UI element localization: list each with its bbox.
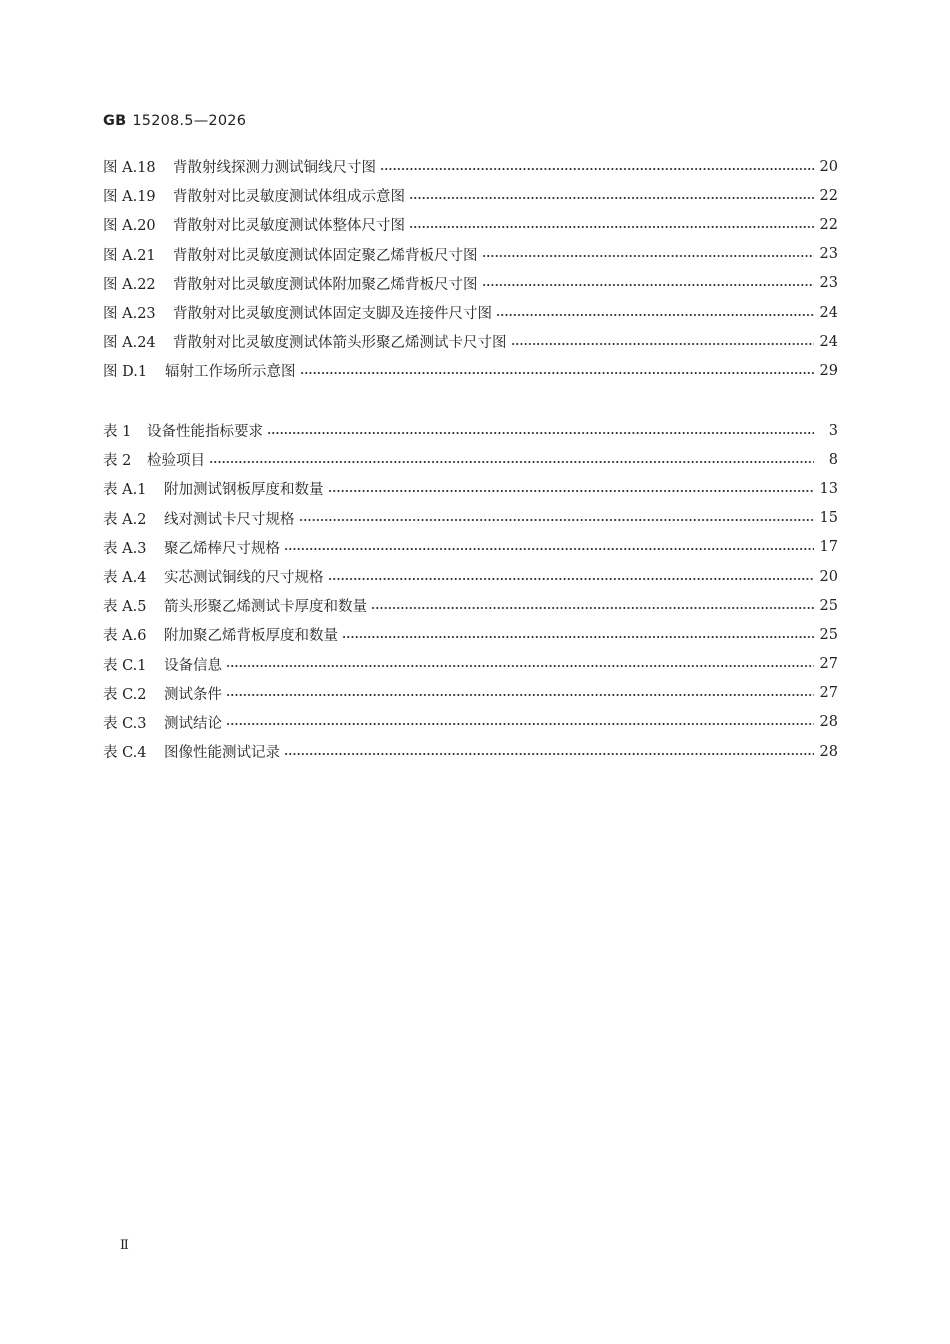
toc-leader-dots <box>209 460 814 464</box>
figure-toc-entry[interactable] <box>103 327 838 356</box>
toc-entry-page: 27 <box>819 685 838 702</box>
toc-entry-title: 测试结论 <box>164 715 222 732</box>
toc-entry-number: 图 A.22 <box>103 276 156 293</box>
toc-entry-page: 3 <box>828 422 838 439</box>
toc-entry-page: 20 <box>819 568 838 585</box>
toc-leader-dots <box>496 313 814 317</box>
figure-toc-entry[interactable] <box>103 210 838 239</box>
toc-entry-title: 附加测试钢板厚度和数量 <box>164 482 324 499</box>
toc-leader-dots <box>226 693 814 697</box>
toc-entry-number: 图 A.23 <box>103 306 156 323</box>
toc-entry-title: 背散射对比灵敏度测试体固定聚乙烯背板尺寸图 <box>173 247 478 264</box>
toc-entry-page: 20 <box>819 158 838 175</box>
toc-entry-title: 线对测试卡尺寸规格 <box>164 511 295 528</box>
toc-leader-dots <box>299 518 814 522</box>
toc-leader-dots <box>409 225 814 229</box>
toc-leader-dots <box>226 722 814 726</box>
toc-entry-title: 实芯测试铜线的尺寸规格 <box>164 570 324 587</box>
toc-entry-page: 23 <box>819 246 838 263</box>
toc-leader-dots <box>371 606 814 610</box>
toc-leader-dots <box>328 577 814 581</box>
toc-entry-title: 背散射对比灵敏度测试体组成示意图 <box>173 189 405 206</box>
figure-toc-entry[interactable] <box>103 269 838 298</box>
toc-entry-number: 表 A.2 <box>103 511 147 528</box>
toc-entry-title: 附加聚乙烯背板厚度和数量 <box>164 628 338 645</box>
table-toc-entry[interactable] <box>103 445 838 474</box>
standard-prefix: GB <box>103 113 127 129</box>
toc-entry-title: 辐射工作场所示意图 <box>165 364 296 381</box>
figure-toc-entry[interactable] <box>103 356 838 385</box>
toc-leader-dots <box>226 664 814 668</box>
toc-leader-dots <box>342 635 814 639</box>
toc-entry-page: 13 <box>819 480 838 497</box>
table-toc-entry[interactable] <box>103 650 838 679</box>
toc-entry-title: 测试条件 <box>164 686 222 703</box>
toc-leader-dots <box>284 547 814 551</box>
toc-entry-page: 28 <box>819 714 838 731</box>
toc-entry-number: 图 A.20 <box>103 218 156 235</box>
toc-entry-title: 聚乙烯棒尺寸规格 <box>164 540 280 557</box>
document-header <box>103 113 246 129</box>
table-toc-entry[interactable] <box>103 533 838 562</box>
toc-entry-number: 表 A.4 <box>103 570 147 587</box>
toc-entry-number: 图 A.24 <box>103 335 156 352</box>
toc-entry-page: 29 <box>819 362 838 379</box>
toc-entry-page: 24 <box>819 333 838 350</box>
table-toc-entry[interactable] <box>103 591 838 620</box>
toc-entry-number: 图 A.19 <box>103 189 156 206</box>
toc-entry-title: 背散射对比灵敏度测试体箭头形聚乙烯测试卡尺寸图 <box>173 335 507 352</box>
toc-leader-dots <box>482 283 814 287</box>
toc-entry-page: 22 <box>819 187 838 204</box>
toc-entry-number: 表 A.1 <box>103 482 147 499</box>
figure-toc-entry[interactable] <box>103 298 838 327</box>
table-toc-entry[interactable] <box>103 562 838 591</box>
table-toc-entry[interactable] <box>103 620 838 649</box>
figure-toc-entry[interactable] <box>103 181 838 210</box>
toc-entry-number: 图 A.21 <box>103 247 156 264</box>
toc-entry-page: 27 <box>819 656 838 673</box>
toc-leader-dots <box>328 489 814 493</box>
toc-entry-number: 表 C.2 <box>103 686 147 703</box>
toc-entry-page: 24 <box>819 304 838 321</box>
toc-leader-dots <box>409 196 814 200</box>
toc-entry-number: 表 2 <box>103 453 132 470</box>
toc-entry-page: 8 <box>828 451 838 468</box>
toc-leader-dots <box>300 371 814 375</box>
table-toc-entry[interactable] <box>103 504 838 533</box>
toc-entry-page: 25 <box>819 626 838 643</box>
figure-toc-entry[interactable] <box>103 152 838 181</box>
toc-leader-dots <box>284 752 814 756</box>
toc-leader-dots <box>511 342 814 346</box>
toc-entry-number: 表 1 <box>103 424 132 441</box>
toc-entry-page: 22 <box>819 216 838 233</box>
toc-leader-dots <box>267 431 814 435</box>
toc-entry-title: 设备信息 <box>164 657 222 674</box>
toc-leader-dots <box>482 254 814 258</box>
table-toc-entry[interactable] <box>103 679 838 708</box>
toc-entry-title: 箭头形聚乙烯测试卡厚度和数量 <box>164 599 367 616</box>
tables-toc <box>103 416 838 766</box>
toc-entry-page: 25 <box>819 597 838 614</box>
toc-entry-page: 23 <box>819 275 838 292</box>
figure-toc-entry[interactable] <box>103 240 838 269</box>
toc-entry-number: 表 C.4 <box>103 745 147 762</box>
page-number: Ⅱ <box>120 1238 129 1253</box>
toc-entry-number: 图 A.18 <box>103 160 156 177</box>
toc-entry-page: 17 <box>819 539 838 556</box>
toc-entry-title: 检验项目 <box>147 453 205 470</box>
toc-entry-page: 28 <box>819 743 838 760</box>
toc-entry-title: 设备性能指标要求 <box>147 424 263 441</box>
toc-entry-title: 背散射对比灵敏度测试体固定支脚及连接件尺寸图 <box>173 306 492 323</box>
table-toc-entry[interactable] <box>103 474 838 503</box>
figures-toc <box>103 152 838 386</box>
toc-entry-title: 背散射线探测力测试铜线尺寸图 <box>173 160 376 177</box>
toc-entry-number: 表 A.5 <box>103 599 147 616</box>
table-toc-entry[interactable] <box>103 708 838 737</box>
toc-entry-number: 表 C.3 <box>103 715 147 732</box>
toc-leader-dots <box>380 167 814 171</box>
standard-number: 15208.5—2026 <box>132 113 247 129</box>
toc-entry-number: 图 D.1 <box>103 364 148 381</box>
toc-entry-title: 背散射对比灵敏度测试体整体尺寸图 <box>173 218 405 235</box>
table-toc-entry[interactable] <box>103 737 838 766</box>
toc-entry-number: 表 A.6 <box>103 628 147 645</box>
toc-entry-number: 表 A.3 <box>103 540 147 557</box>
toc-entry-page: 15 <box>819 510 838 527</box>
toc-entry-title: 背散射对比灵敏度测试体附加聚乙烯背板尺寸图 <box>173 276 478 293</box>
table-toc-entry[interactable] <box>103 416 838 445</box>
toc-entry-number: 表 C.1 <box>103 657 147 674</box>
toc-entry-title: 图像性能测试记录 <box>164 745 280 762</box>
